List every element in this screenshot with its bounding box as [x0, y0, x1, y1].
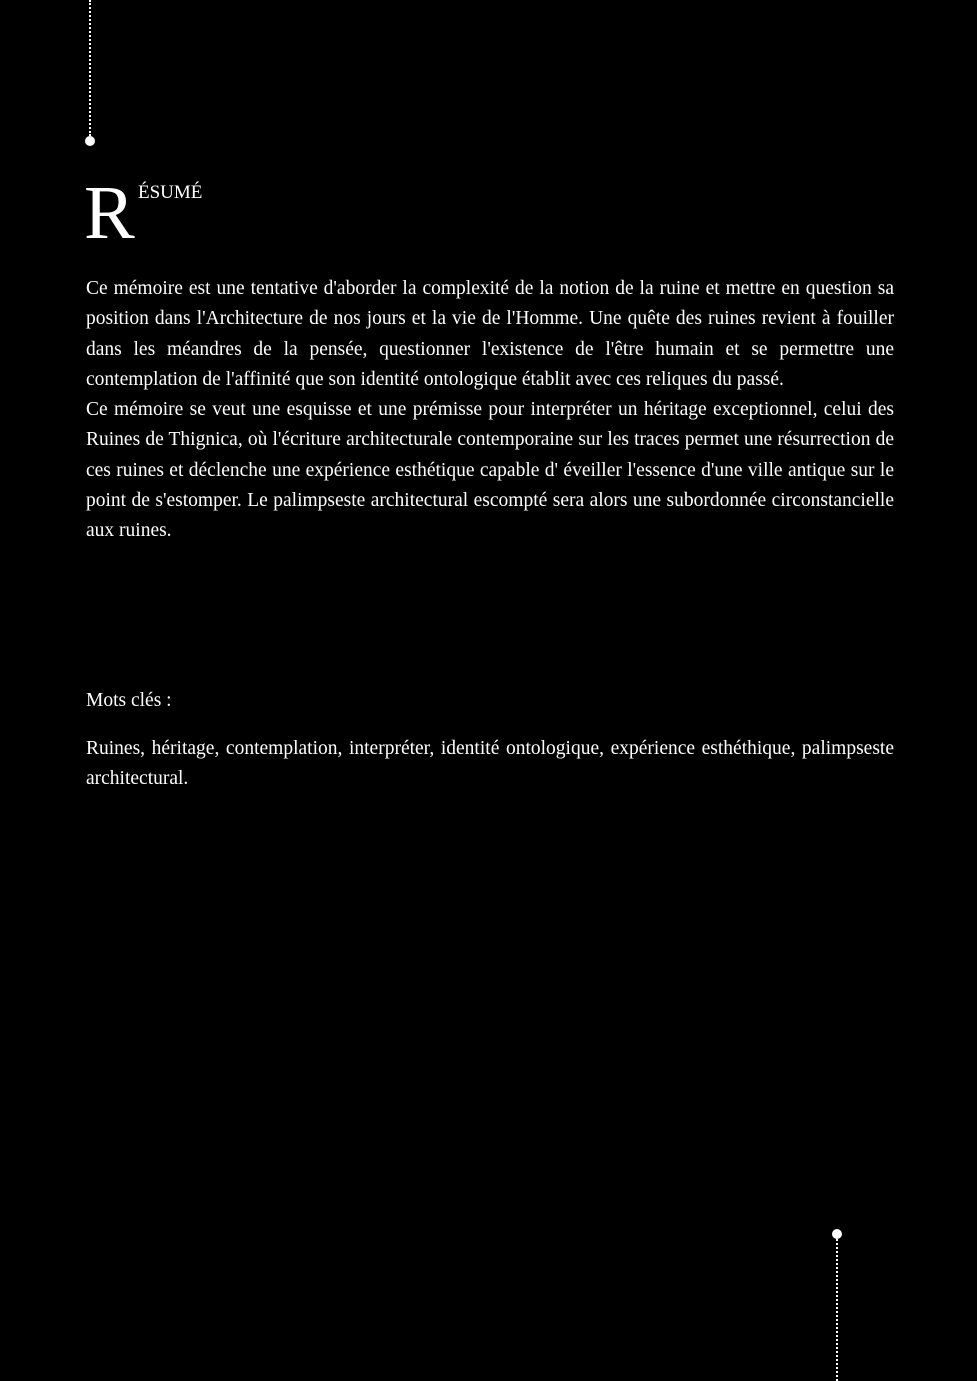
title-initial: R [84, 171, 135, 255]
title-rest: ÉSUMÉ [138, 182, 203, 203]
top-dotted-line [89, 0, 91, 136]
bottom-bullet-dot [832, 1229, 842, 1239]
top-bullet-dot [85, 136, 95, 146]
abstract-paragraph-2: Ce mémoire se veut une esquisse et une prémisse pour interpréter un héritage exceptionnel, celui des Ruines de Thignica, où l'écriture architecturale contemporaine sur les traces permet une résurrection de ces ruines et déclenche une expérience esthétique capable d' éveiller l'essence d'une ville antique sur le point de s'estomper. Le palimpseste architectural escompté sera alors une subordonnée circonstancielle aux ruines. [86, 399, 894, 542]
bottom-dotted-line [836, 1239, 838, 1381]
keywords-heading: Mots clés : [86, 690, 172, 711]
abstract-paragraph-1: Ce mémoire est une tentative d'aborder la complexité de la notion de la ruine et mettre en question sa position dans l'Architecture de nos jours et la vie de l'Homme. Une quête des ruines revient à fouiller dans les méandres de la pensée, questionner l'existence de l'être humain et se permettre une contemplation de l'affinité que son identité ontologique établit avec ces reliques du passé. [86, 278, 894, 390]
abstract-body [86, 274, 894, 547]
keywords-text: Ruines, héritage, contemplation, interpréter, identité ontologique, expérience esthéthique, palimpseste architectural. [86, 738, 894, 790]
